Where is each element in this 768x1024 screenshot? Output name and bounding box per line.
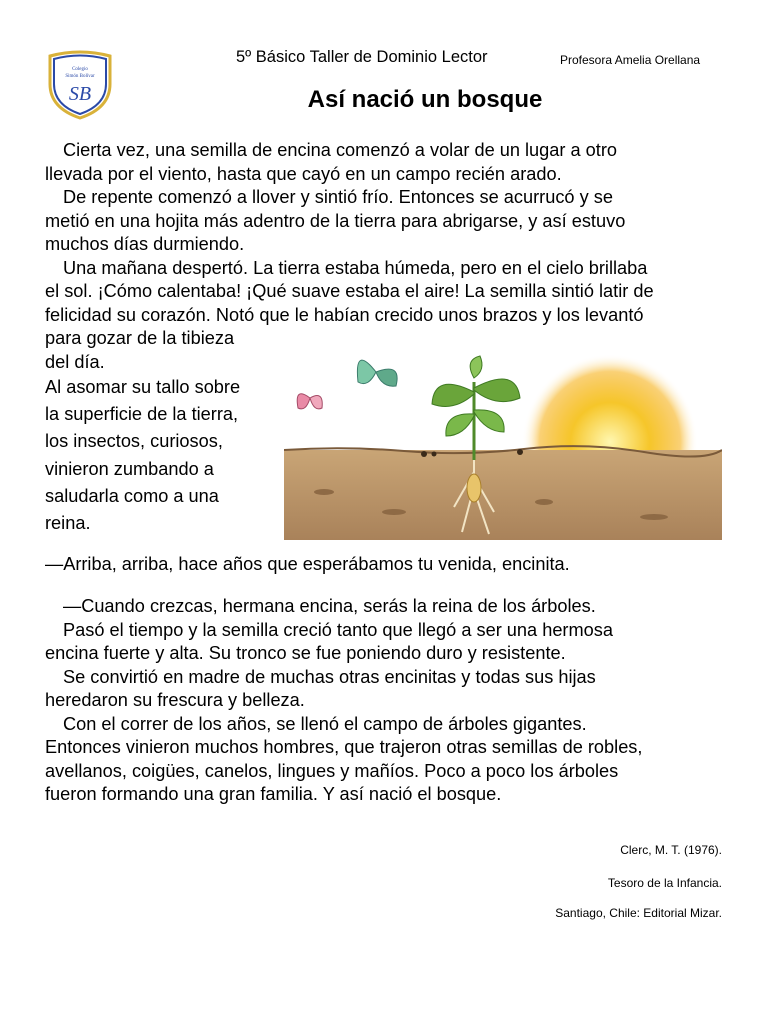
text-line: avellanos, coigües, canelos, lingues y mañíos. Poco a poco los árboles xyxy=(45,760,619,781)
svg-text:Colegio: Colegio xyxy=(72,67,88,72)
citation-publisher: Santiago, Chile: Editorial Mizar. xyxy=(555,906,722,920)
text-line: la superficie de la tierra, xyxy=(45,404,239,425)
dialog-line-1: —Arriba, arriba, hace años que esperábamos tu venida, encinita. xyxy=(45,554,570,574)
paragraph-1 xyxy=(45,139,654,374)
text-line: Cierta vez, una semilla de encina comenzó a volar de un lugar a otro xyxy=(63,140,618,160)
text-line: fueron formando una gran familia. Y así nació el bosque. xyxy=(45,784,502,804)
text-line: —Cuando crezcas, hermana encina, serás la reina de los árboles. xyxy=(63,596,596,616)
text-line: muchos días durmiendo. xyxy=(45,234,245,254)
text-line: Con el correr de los años, se llenó el campo de árboles gigantes. xyxy=(63,713,587,734)
text-line: felicidad su corazón. Notó que le habían crecido unos brazos y los levantó xyxy=(45,304,644,325)
story-title: Así nació un bosque xyxy=(307,86,543,113)
teacher-name: Profesora Amelia Orellana xyxy=(560,53,701,67)
course-heading: 5º Básico Taller de Dominio Lector xyxy=(236,48,488,66)
text-line: De repente comenzó a llover y sintió frío. Entonces se acurrucó y se xyxy=(63,187,613,207)
text-line: Pasó el tiempo y la semilla creció tanto que llegó a ser una hermosa xyxy=(63,619,613,640)
text-line: llevada por el viento, hasta que cayó en un campo recién arado. xyxy=(45,163,562,184)
text-line: Al asomar su tallo sobre xyxy=(45,377,241,397)
text-line: Una mañana despertó. La tierra estaba húmeda, pero en el cielo brillaba xyxy=(63,257,648,278)
soil-shape xyxy=(284,450,722,540)
paragraph-insects xyxy=(45,374,240,537)
text-line: saludarla como a una xyxy=(45,485,219,506)
text-line: encina fuerte y alta. Su tronco se fue poniendo duro y resistente. xyxy=(45,643,566,663)
text-line: Se convirtió en madre de muchas otras encinitas y todas sus hijas xyxy=(63,666,596,687)
svg-text:Simón Bolívar: Simón Bolívar xyxy=(65,74,95,79)
seedling-illustration xyxy=(284,342,722,540)
paragraph-2 xyxy=(45,595,642,807)
text-line: Entonces vinieron muchos hombres, que trajeron otras semillas de robles, xyxy=(45,737,643,757)
text-line: metió en una hojita más adentro de la tierra para abrigarse, y así estuvo xyxy=(45,210,626,231)
citation-book: Tesoro de la Infancia. xyxy=(607,876,722,890)
text-line: vinieron zumbando a xyxy=(45,458,214,479)
text-line: del día. xyxy=(45,351,105,372)
text-line: reina. xyxy=(45,513,91,534)
text-line: para gozar de la tibieza xyxy=(45,328,235,348)
text-line: heredaron su frescura y belleza. xyxy=(45,690,305,710)
text-line: el sol. ¡Cómo calentaba! ¡Qué suave estaba el aire! La semilla sintió latir de xyxy=(45,281,654,301)
text-line: los insectos, curiosos, xyxy=(45,431,223,452)
citation-author: Clerc, M. T. (1976). xyxy=(620,843,722,857)
svg-text:SB: SB xyxy=(68,83,92,105)
